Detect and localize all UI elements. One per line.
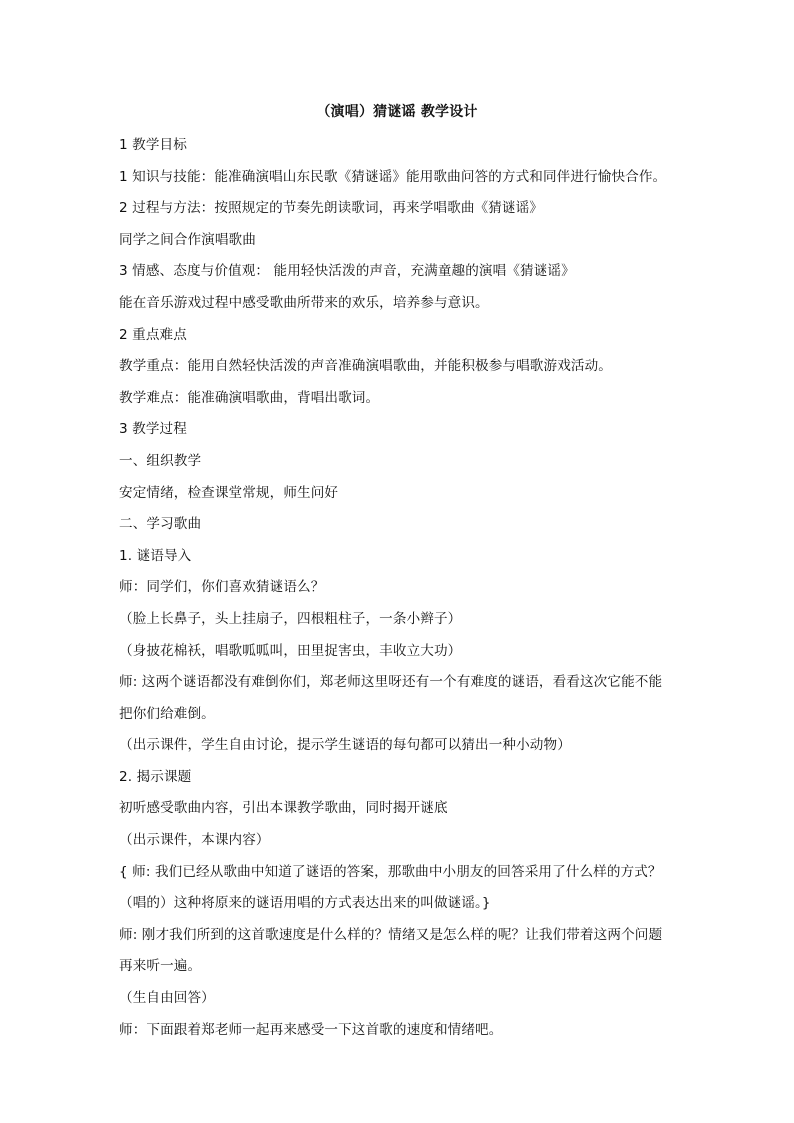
paragraph-knowledge-skills: 1 知识与技能：能准确演唱山东民歌《猜谜谣》能用歌曲问答的方式和同伴进行愉快合作。: [119, 168, 667, 185]
paragraph-emotion-values: 3 情感、态度与价值观： 能用轻快活泼的声音，充满童趣的演唱《猜谜谣》: [119, 263, 575, 280]
paragraph-first-listen: 初听感受歌曲内容，引出本课教学歌曲，同时揭开谜底: [119, 800, 448, 817]
section-heading-objectives: 1 教学目标: [119, 137, 187, 153]
paragraph-riddle-two: （身披花棉袄，唱歌呱呱叫，田里捉害虫，丰收立大功）: [119, 642, 462, 659]
substep-reveal-topic: 2. 揭示课题: [119, 768, 192, 785]
document-body: [119, 130, 679, 1046]
step-heading-organize: 一、组织教学: [119, 452, 202, 469]
step-heading-learn-song: 二、学习歌曲: [119, 516, 202, 533]
paragraph-difficulty: 教学难点：能准确演唱歌曲，背唱出歌词。: [119, 389, 380, 406]
paragraph-settle: 安定情绪，检查课堂常规，师生问好: [119, 484, 339, 501]
paragraph-teacher-question: 师：同学们，你们喜欢猜谜语么？: [119, 579, 325, 596]
paragraph-game-joy: 能在音乐游戏过程中感受歌曲所带来的欢乐，培养参与意识。: [119, 294, 489, 311]
paragraph-courseware-discuss: （出示课件，学生自由讨论，提示学生谜语的每句都可以猜出一种小动物）: [119, 737, 571, 754]
paragraph-courseware-content: （出示课件，本课内容）: [119, 832, 270, 849]
paragraph-feel-together: 师：下面跟着郑老师一起再来感受一下这首歌的速度和情绪吧。: [119, 1021, 503, 1038]
paragraph-speed-question: 师: 刚才我们所到的这首歌速度是什么样的？情绪又是怎么样的呢？让我们带着这两个问题: [119, 926, 663, 943]
paragraph-free-answer: （生自由回答）: [119, 990, 215, 1007]
paragraph-process-methods: 2 过程与方法：按照规定的节奏先朗读歌词，再来学唱歌曲《猜谜谣》: [119, 200, 543, 217]
paragraph-harder-riddle: 师: 这两个谜语都没有难倒你们，郑老师这里呀还有一个有难度的谜语，看看这次它能不能: [119, 674, 663, 691]
paragraph-key-focus: 教学重点：能用自然轻快活泼的声音准确演唱歌曲，并能积极参与唱歌游戏活动。: [119, 358, 612, 375]
paragraph-riddle-one: （脸上长鼻子，头上挂扇子，四根粗柱子，一条小辫子）: [119, 610, 462, 627]
paragraph-speed-question-cont: 再来听一遍。: [119, 958, 202, 975]
section-heading-process: 3 教学过程: [119, 421, 187, 438]
paragraph-harder-riddle-cont: 把你们给难倒。: [119, 705, 215, 722]
paragraph-cooperation: 同学之间合作演唱歌曲: [119, 231, 256, 248]
document-title: （演唱）猜谜谣 教学设计: [316, 104, 478, 120]
section-heading-key-points: 2 重点难点: [119, 326, 187, 343]
substep-riddle-intro: 1. 谜语导入: [119, 547, 192, 564]
paragraph-answer-method: { 师: 我们已经从歌曲中知道了谜语的答案，那歌曲中小朋友的回答采用了什么样的方式？: [119, 863, 662, 880]
paragraph-answer-method-cont: （唱的）这种将原来的谜语用唱的方式表达出来的叫做谜谣。}: [119, 895, 491, 912]
